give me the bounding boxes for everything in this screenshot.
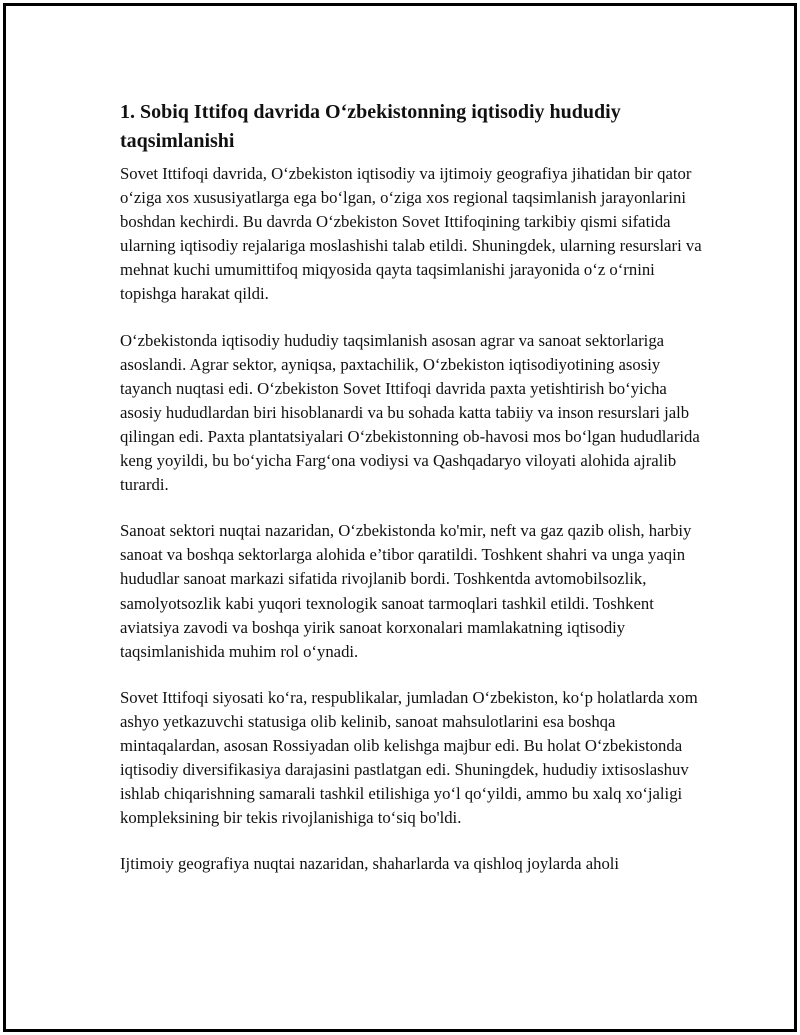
paragraph-3: Sanoat sektori nuqtai nazaridan, O‘zbekistonda ko'mir, neft va gaz qazib olish, harbiy sanoat va boshqa sektorlarga alohida e’tibor qaratildi. Toshkent shahri va unga yaqin hududlar sanoat markazi sifatida rivojlanib bordi. Toshkentda avtomobilsozlik, samolyotsozlik kabi yuqori texnologik sanoat tarmoqlari tashkil etildi. Toshkent aviatsiya zavodi va boshqa yirik sanoat korxonalari mamlakatning iqtisodiy taqsimlanishida muhim rol o‘ynadi. xyxy=(120,521,692,661)
paragraph-2: O‘zbekistonda iqtisodiy hududiy taqsimlanish asosan agrar va sanoat sektorlariga asoslandi. Agrar sektor, ayniqsa, paxtachilik, O‘zbekiston iqtisodiyotining asosiy tayanch nuqtasi edi. O‘zbekiston Sovet Ittifoqi davrida paxta yetishtirish bo‘yicha asosiy hududlardan biri hisoblanardi va bu sohada katta tabiiy va inson resurslari jalb qilingan edi. Paxta plantatsiyalari O‘zbekistonning ob-havosi mos bo‘lgan hududlarida keng yoyildi, bu bo‘yicha Farg‘ona vodiysi va Qashqadaryo viloyati alohida ajralib turardi. xyxy=(120,330,700,495)
page-frame xyxy=(3,3,797,1032)
paragraph-1: Sovet Ittifoqi davrida, O‘zbekiston iqtisodiy va ijtimoiy geografiya jihatidan bir qator o‘ziga xos xususiyatlarga ega bo‘lgan, o‘ziga xos regional taqsimlanish jarayonlarini boshdan kechirdi. Bu davrda O‘zbekiston Sovet Ittifoqining tarkibiy qismi sifatida ularning iqtisodiy rejalariga moslashishi talab etildi. Shuningdek, ularning resurslari va mehnat kuchi umumittifoq miqyosida qayta taqsimlanishi jarayonida o‘z o‘rnini topishga harakat qildi. xyxy=(120,164,702,304)
document-body xyxy=(120,98,705,898)
paragraph-5: Ijtimoiy geografiya nuqtai nazaridan, shaharlarda va qishloq joylarda aholi xyxy=(120,854,620,874)
section-heading: 1. Sobiq Ittifoq davrida O‘zbekistonning iqtisodiy hududiy taqsimlanishi xyxy=(120,101,621,152)
paragraph-4: Sovet Ittifoqi siyosati ko‘ra, respublikalar, jumladan O‘zbekiston, ko‘p holatlarda xom ashyo yetkazuvchi statusiga olib kelinib, sanoat mahsulotlarini esa boshqa mintaqalardan, asosan Rossiyadan olib kelishga majbur edi. Bu holat O‘zbekistonda iqtisodiy diversifikasiya darajasini pastlatgan edi. Shuningdek, hududiy ixtisoslashuv ishlab chiqarishning samarali tashkil etilishiga yo‘l qo‘yildi, ammo bu xalq xo‘jaligi kompleksining bir tekis rivojlanishiga to‘siq bo'ldi. xyxy=(120,687,698,828)
